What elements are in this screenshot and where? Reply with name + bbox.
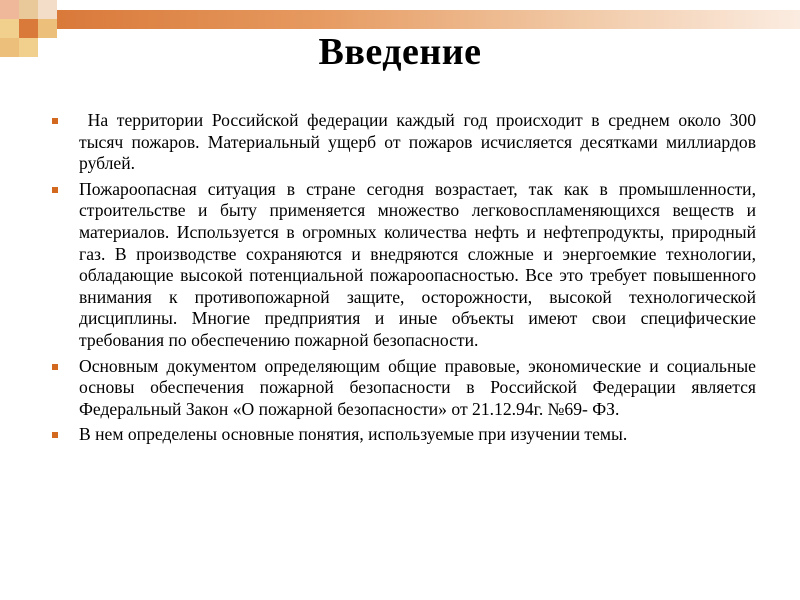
square-bullet-icon xyxy=(52,187,58,193)
bullet-text: На территории Российской федерации каждый год происходит в среднем около 300 тысяч пожаров. Материальный ущерб от пожаров исчисляется десятками миллиардов рублей. xyxy=(79,110,756,174)
decorative-square xyxy=(19,0,38,19)
list-item xyxy=(52,179,756,352)
bullet-text: Пожароопасная ситуация в стране сегодня возрастает, так как в промышленности, строительстве и быту применяется множество легковоспламеняющихся веществ и материалов. Используется в огромных количества нефть и нефтепродукты, природный газ. В производстве сохраняются и внедряются сложные и энергоемкие технологии, обладающие высокой потенциальной пожароопасностью. Все это требует повышенного внимания к противопожарной защите, осторожности, высокой технологической дисциплины. Многие предприятия и иные объекты имеют свои специфические требования по обеспечению пожарной безопасности. xyxy=(79,178,756,350)
decorative-square xyxy=(38,0,57,19)
bullet-text: В нем определены основные понятия, используемые при изучении темы. xyxy=(79,424,628,445)
list-item xyxy=(52,356,756,421)
square-bullet-icon xyxy=(52,118,58,124)
list-item xyxy=(52,424,756,446)
header-gradient-bar xyxy=(57,10,800,29)
bullet-text: Основным документом определяющим общие правовые, экономические и социальные основы обеспечения пожарной безопасности в Российской Федерации является Федеральный Закон «О пожарной безопасности» от 21.12.94г. №69- ФЗ. xyxy=(79,355,756,419)
decorative-square xyxy=(0,0,19,19)
list-item xyxy=(52,110,756,175)
square-bullet-icon xyxy=(52,364,58,370)
slide-title: Введение xyxy=(318,31,482,73)
square-bullet-icon xyxy=(52,432,58,438)
bullet-list xyxy=(52,110,756,450)
